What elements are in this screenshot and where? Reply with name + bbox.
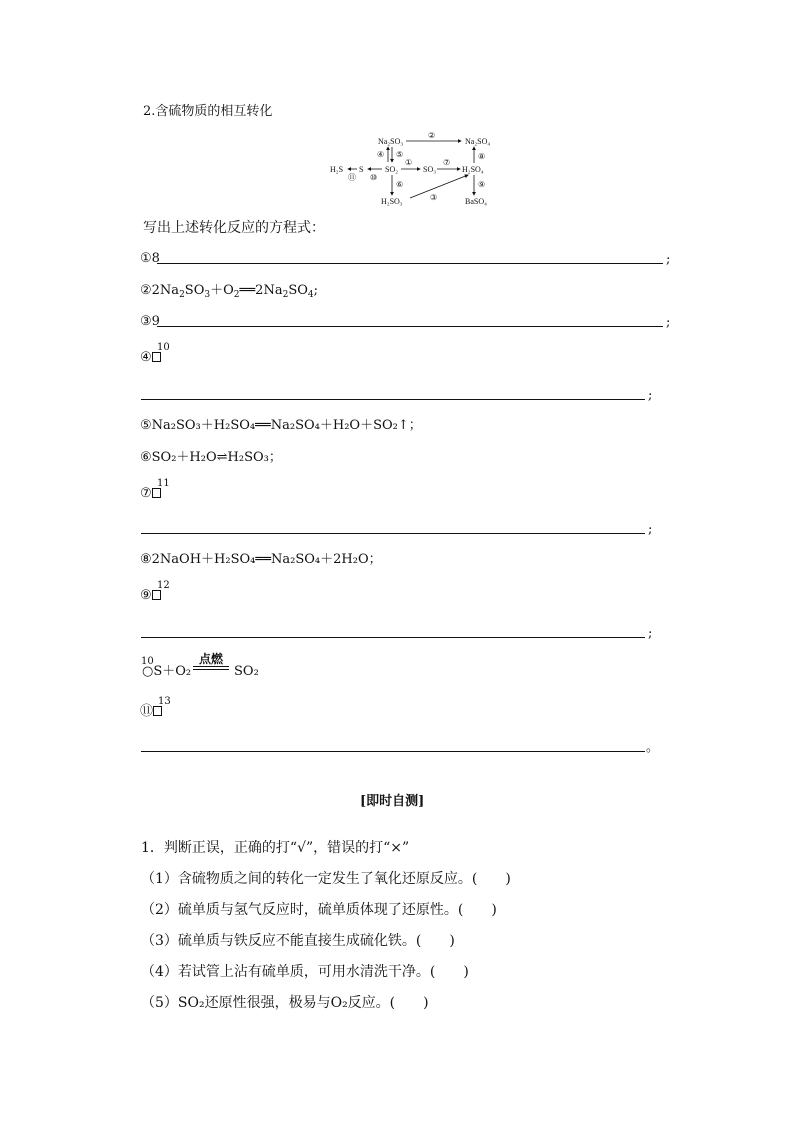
eq-double-line [193,666,229,667]
arrow-label: ④ [377,150,385,159]
node-baso4: BaSO₄ [465,197,487,206]
arrow-label: ⑦ [443,158,451,167]
arrow-label: ⑩ [370,173,378,182]
judgment-item: （5）SO₂还原性很强，极易与O₂反应。( ) [141,995,429,1011]
reaction-condition: 点燃 [198,652,223,666]
answer-line [157,326,663,327]
semicolon: ; [648,522,653,537]
period: 。 [646,740,660,755]
answer-line [141,533,645,534]
eq7-label: ⑦ [140,486,161,502]
question-1: 1．判断正误，正确的打“√”，错误的打“×” [141,840,410,856]
node-so3: SO₃ [423,165,437,174]
eq2: $②2Na_2SO_3+O_2══2Na_2SO_4$; [140,283,319,300]
judgment-item: （1）含硫物质之间的转化一定发生了氧化还原反应。( ) [141,871,511,887]
eq11-label: ⑪ [140,704,162,720]
node-h2so4: H₂SO₄ [462,165,484,174]
eq6: ⑥SO₂＋H₂O⇌H₂SO₃； [140,450,282,465]
arrow-label: ⑨ [478,180,486,189]
arrow-label: ⑧ [478,152,486,161]
node-na2so3: Na₂SO₃ [378,137,404,146]
eq9-label: ⑨ [140,588,161,604]
semicolon: ; [648,388,653,403]
semicolon: ; [666,252,671,267]
answer-line [157,263,663,264]
judgment-item: （4）若试管上沾有硫单质，可用水清洗干净。( ) [141,964,469,980]
judgment-item: （2）硫单质与氢气反应时，硫单质体现了还原性。( ) [141,902,497,918]
arrow-label: ⑤ [396,150,404,159]
judgment-item: （3）硫单质与铁反应不能直接生成硫化铁。( ) [141,933,455,949]
eq-double-line [193,669,229,670]
eq5: ⑤Na₂SO₃＋H₂SO₄══Na₂SO₄＋H₂O＋SO₂↑； [140,418,422,433]
node-so2: SO₂ [385,165,399,174]
eq7-superscript: 11 [157,478,170,489]
eq9-superscript: 12 [157,580,170,591]
sulfur-conversion-diagram [328,128,498,210]
arrow-line [410,175,468,198]
arrow-label: ② [428,131,436,140]
eq4-superscript: 10 [157,342,170,353]
answer-line [141,637,645,638]
node-na2so4: Na₂SO₄ [465,137,491,146]
node-s: S [359,165,364,174]
eq10-superscript: 10 [141,656,154,667]
answer-line [141,751,645,752]
eq1-label: ①8 [140,251,160,266]
answer-line [141,399,645,400]
section-title: 2.含硫物质的相互转化 [143,104,273,119]
arrow-label: ⑥ [396,180,404,189]
eq8: ⑧2NaOH＋H₂SO₄══Na₂SO₄＋2H₂O； [140,552,382,567]
instruction: 写出上述转化反应的方程式： [143,220,325,236]
arrow-label: ③ [430,193,438,202]
node-h2s: H₂S [330,165,344,174]
eq10-product: SO₂ [234,664,259,679]
eq10: ○S＋O₂ [142,664,192,679]
self-test-title: [即时自测] [360,794,425,809]
eq3-label: ③9 [140,314,160,329]
arrow-label: ⑪ [348,173,356,182]
arrow-label: ① [405,158,413,167]
semicolon: ; [666,315,671,330]
eq4-label: ④ [140,350,161,366]
node-h2so3: H₂SO₃ [381,197,403,206]
semicolon: ; [648,626,653,641]
eq11-superscript: 13 [158,696,171,707]
